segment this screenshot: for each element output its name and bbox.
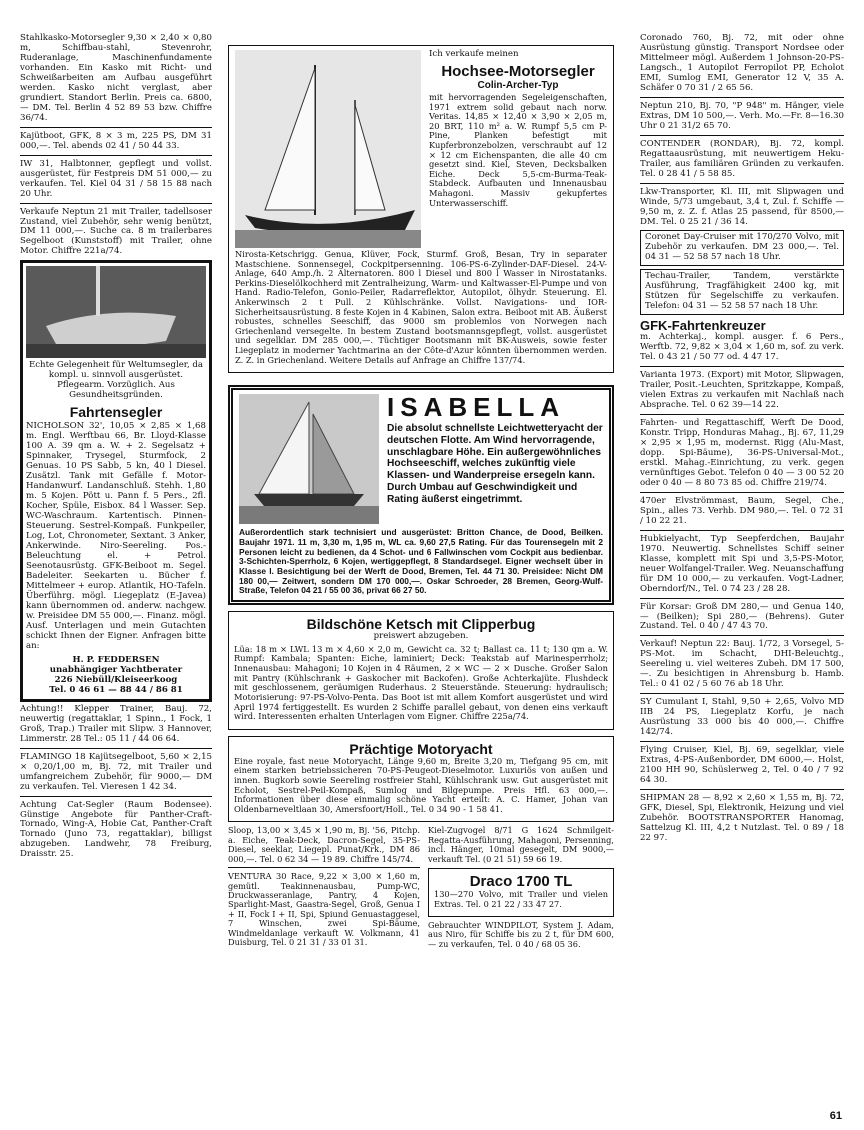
ad-coronado: Coronado 760, Bj. 72, mit oder ohne Ausrüstung günstig. Transport Nordsee oder Mittelmeer mögl. Außerdem 1 Johnson-20-PS-Langsch., 1 Autopilot Ferropilot PP, Echolot EMI, Sumlog EMI, Generator 12 V, 35 A. Schäfer 0 70 31 / 2 65 56. [640,33,844,93]
feddersen-body: NICHOLSON 32', 10,05 × 2,85 × 1,68 m. Engl. Werftbau 66, Br. Lloyd-Klasse 100 A. 39 qm a. W. + 2. Segelsatz + Spinnaker, Trysegel, Sturmfock, 2 Genuas. 10 PS Sabb, 5 kn, 40 l Diesel. Zusätzl. Tank mit Gefälle f. Motor-Handanwurf. Landanschluß. Stehh. 1,80 m. 5 Kojen. Pött u. Pann f. 5 Pers., 2fl. Kocher, Spüle, Eisbox. 84 l Wasser. Sep. WC-Waschraum. Kartentisch. Pinnen-Steuerung. Sestrel-Kompaß. Funkpeiler, Log, Lot, Chronometer, Sextant. 3 Anker, Ankerwinde. Niro-Seereling. Pos.-Beleuchtung el. + Petrol. Seenotausrüstg. GFK-Beiboot m. Segel. Badeleiter. Seekarten u. Bücher f. Mittelmeer + europ. Atlantik, HO-Tafeln. Überführg. mögl. Liegeplatz (E-Javea) kann übernommen od. anderw. nachgew. w. Preisidee DM 55 000,—. Finanz. mögl. Ausf. Unterlagen und mein Gutachten schickt Ihnen der Eigner. Anfragen bitte an: [26,421,206,651]
boat-hull-photo [26,266,206,358]
divider [640,741,844,742]
hochsee-details: Nirosta-Ketschrigg. Genua, Klüver, Fock, Sturmf. Groß, Besan, Try in separater Mastschiene. Sonnensegel, Cockpitpersenning. 106-PS-6-Zylinder-DAF-Diesel. 24-V-Anlage, 640 Amp./h. 2 Alternatoren. 800 l Diesel und 800 l Wasser in Nirostatanks. Perkins-Dieselölkochherd mit Zentralheizung, Warm- und Kaltwasser-El-Pumpe und von Hand. Radio-Telefon, Gonio-Peiler, Radarreflektor, Autopilot, ölhydr. Steuerung. El. Ankerwinsch 2 t Pull. 2 Kühlschränke. Vollst. Navigations- und IOR-Sicherheitsausrüstung. 8 feste Kojen in 4 Kabinen, Salon extra. Beiboot mit AB. Äußerst robustes, schnelles Seeschiff, das 9000 sm problemlos von Norwegen nach Griechenland versegelte. In bestem Zustand bootsmannsgepflegt, vollst. ausgerüstet und segelklar. DM 285 000,—. Tüchtiger Bootsmann mit BK-Ausweis, sowie fester Liegeplatz in moderner Yachtmarina an der Côte-d'Azur könnten übernommen werden. Z. Z. in Griechenland. Weitere Details auf Anfrage an Chiffre 137/74. [235,249,607,365]
draco-body: 130—270 Volvo, mit Trailer und vielen Extras. Tel. 0 21 22 / 33 47 27. [434,889,608,909]
ad-hubkielyacht: Hubkielyacht, Typ Seepferdchen, Baujahr 1970. Neuwertig. Schnellstes Schiff seiner Klasse, komplett mit Spi und 3,5-PS-Motor, neuer Wolfangel-Trailer. Weg. Neuanschaffung für DM 10 000,— zu verkaufen. Vogt-Ladner, Oberndorf/N., Tel. 0 74 23 / 28 28. [640,533,844,594]
ad-ventura: VENTURA 30 Race, 9,22 × 3,00 × 1,60 m, gemütl. Teakinnenausbau, Pump-WC, Druckwasseranlage, Pantry, 4 Kojen, Sparlight-Mast, Gaastra-Segel, Groß, Genua I + II, Fock I + II, Spi, Spiund Genuastaggesel, 7 Winschen, zwei Spi-Bäume, Windmeldanlage verkauft W. Volkmann, 41 Duisburg, Tel. 0 21 31 / 33 01 31. [228,871,420,948]
hochsee-title: Hochsee-Motorsegler [441,62,595,80]
divider [640,693,844,694]
ad-iw31: IW 31, Halbtonner, gepflegt und vollst. ausgerüstet, für Festpreis DM 51 000,— zu verkaufen. Tel. Kiel 04 31 / 58 15 88 nach 20 Uhr. [20,158,212,199]
divider [20,127,212,128]
divider [20,796,212,797]
divider [640,492,844,493]
ad-isabella [228,385,614,605]
divider [20,203,212,204]
motoryacht-title: Prächtige Motoryacht [349,740,493,757]
isabella-headline: Die absolut schnellste Leichtwetteryacht der deutschen Flotte. Am Wind hervorragende, unschlagbare Höhe. Ein außergewöhnliches Hochseeschiff, welches zukünftig viele Klassen- und Wanderpreise ersegeln kann. Durch Umbau auf Geschwindigkeit und Rating äußerst eingetrimmt. [387,423,603,505]
hochsee-specs: mit hervorragenden Segeleigenschaften, 1971 extrem solid gebaut nach norw. Veritas. 14,85 × 12,40 × 3,90 × 2,05 m, 20 BRT, 110 m² a. W. Rumpf 5,5 cm P-Pine, Planken befestigt mit Kupferbronzebolzen, verschraubt auf 12 × 12 cm Eichenspanten, die alle 40 cm gesetzt sind. Kiel, Steven, Decksbalken Eiche. Deck 5,5-cm-Burma-Teak-Stabdeck. Aufbauten und Innenausbau Mahagoni. Massiv gekupfertes Unterwasserschiff. [429,91,607,208]
ad-ketsch [228,611,614,730]
techau-text: Techau-Trailer, Tandem, verstärkte Ausführung, Tragfähigkeit 2400 kg, mit Stützen für Segelschiffe zu verkaufen. Telefon: 04 31 — 52 58 57 nach 18 Uhr. [645,271,839,312]
column-middle [228,42,614,952]
ad-flying-cruiser: Flying Cruiser, Kiel, Bj. 69, segelklar, viele Extras, 4-PS-Außenborder, DM 6000,—. Holst, 2100 HH 90, Schüslerweg 2, Tel. 0 40 / 7 92 64 30. [640,745,844,786]
ad-hochsee-motorsegler [228,45,614,373]
ad-windpilot: Gebrauchter WINDPILOT, System J. Adam, aus Niro, für Schiffe bis zu 2 t, für DM 600,— zu verkaufen, Tel. 0 40 / 68 05 36. [428,919,614,949]
feddersen-intro: Echte Gelegenheit für Weltumsegler, da kompl. u. sinnvoll ausgerüstet. Pflegearm. Vorzüglich. Aus Gesundheitsgründen. [28,360,204,401]
divider [640,530,844,531]
ad-draco [428,868,614,917]
ad-shipman: SHIPMAN 28 — 8,92 × 2,60 × 1,55 m, Bj. 72, GFK, Diesel, Spi, Elektronik, Heizung und viel Zubehör. BOOTSTRANSPORTER Hanomag, Sattelzug Kl. III, 4,2 t Nutzlast. Tel. 0 89 / 18 22 97. [640,793,844,843]
ad-lkw-transporter: Lkw-Transporter, Kl. III, mit Slipwagen und Winde, 5/73 umgebaut, 3,4 t, Zul. f. Schiffe — 9,50 m, z. Z. f. Atlas 25 passend, für 8500,— DM. Tel. 0 25 21 / 36 14. [640,186,844,227]
feddersen-address: 226 Niebüll/Kleiseerkoog [54,675,178,686]
divider [640,135,844,136]
ad-achtung-klepper: Achtung!! Klepper Trainer, Bauj. 72, neuwertig (regattaklar, 1 Spinn., 1 Fock, 1 Groß, Trap.) Trailer mit Slipw. 3 Hannover, Limmerstr. 28 Tel.: 05 11 / 44 06 64. [20,703,212,744]
ad-stahlkasko: Stahlkasko-Motorsegler 9,30 × 2,40 × 0,80 m, Schiffbau-stahl, Stevenrohr, Ruderanlage, Maschinenfundamente vorhanden. Ein Kasko mit Richt- und Schweißarbeiten am Aufbau ausgeführt werden. Kasko nicht verglast, aber grundiert. Standort Berlin. Preis ca. 6800,— DM. Tel. Berlin 4 52 89 53 bzw. Chiffre 36/74. [20,33,212,123]
ad-verkauf-neptun22: Verkauf! Neptun 22: Bauj. 1/72, 3 Vorsegel, 5-PS-Mot. im Schacht, DHI-Beleuchtg., Seereling u. viel weiteres Zubeh. DM 17 500,—. Zu besichtigen in Ahrensburg b. Hamb. Tel.: 0 41 02 / 5 60 76 ab 18 Uhr. [640,639,844,690]
divider [640,635,844,636]
ad-sloop: Sloop, 13,00 × 3,45 × 1,90 m, Bj. '56, Pitchp. a. Eiche, Teak-Deck, Dacron-Segel, 35-PS-Diesel, seeklar, Liegepl. Punat/Krk., DM 86 000,—. Tel. 0 62 34 — 19 89. Chiffre 145/74. [228,825,420,864]
divider [640,366,844,367]
isabella-title: ISABELLA [387,392,565,423]
divider [20,748,212,749]
feddersen-phone: Tel. 0 46 61 — 88 44 / 86 81 [49,685,183,696]
coronet-text: Coronet Day-Cruiser mit 170/270 Volvo, mit Zubehör zu verkaufen. DM 23 000,—. Tel. 04 31 — 52 58 57 nach 18 Uhr. [645,232,839,263]
hochsee-intro: Ich verkaufe meinen [429,49,519,59]
ad-coronet [640,230,844,266]
gfk-body: m. Achterkaj., kompl. ausger. f. 6 Pers., Werftb. 72, 9,82 × 3,04 × 1,60 m, sof. zu verk. Tel. 0 43 21 / 50 77 od. 4 47 17. [640,332,844,363]
ad-contender: CONTENDER (RONDAR), Bj. 72, kompl. Regattaausrüstung, mit neuwertigem Heku-Trailer, aus familiären Gründen zu verkaufen. Tel. 0 28 41 / 5 58 85. [640,138,844,179]
column-left [20,34,212,863]
divider [640,97,844,98]
ad-neptun21: Verkaufe Neptun 21 mit Trailer, tadellsoser Zustand, viel Zubehör, sehr wenig benützt, DM 11 000,—. Suche ca. 8 m trailerbares Segelboot (Kunststoff) mit Trailer, ohne Motor. Chiffre 221a/74. [20,206,212,257]
draco-title: Draco 1700 TL [469,873,573,891]
hochsee-subtitle: Colin-Archer-Typ [477,79,559,91]
column-right [640,34,844,847]
ad-varianta: Varianta 1973. (Export) mit Motor, Slipwagen, Trailer, Posit.-Leuchten, Spritzkappe, Kompaß, vielen Extras zu verkaufen mit Nachlaß nach Absprache. Tel. 0 62 39—14 22. [640,370,844,411]
divider [640,598,844,599]
feddersen-contact [26,655,206,696]
gfk-title: GFK-Fahrtenkreuzer [640,318,766,334]
divider [640,414,844,415]
divider [640,789,844,790]
ad-techau [640,269,844,315]
feddersen-role: unabhängiger Yachtberater [49,664,183,675]
ketsch-title: Bildschöne Ketsch mit Clipperbug [306,615,536,632]
ad-fahrten-regatta: Fahrten- und Regattaschiff, Werft De Dood, Konstr. Tripp, Honduras Mahag., Bj. 67, 11,29 × 2,95 × 1,95 m, modernst. Rigg (Alu-Mast, dopp. Spi-Bäume), 36-PS-Universal-Mot., erstkl. Mahag.-Einrichtung, zu verk. gegen vernünftiges Gebot. Telefon 0 40 — 3 00 52 20 oder 0 40 — 8 80 73 85 od. Chiffre 219/74. [640,418,844,488]
ad-flamingo: FLAMINGO 18 Kajütsegelboot, 5,60 × 2,15 × 0,20/1,00 m, Bj. 72, mit Trailer und umfangreichem Zubehör, für 9000,— DM zu verkaufen. Tel. Vieresen 1 42 34. [20,751,212,792]
sailing-ketch-photo [235,50,421,248]
isabella-body: Außerordentlich stark technisiert und ausgerüstet: Britton Chance, de Dood, Beilken. Baujahr 1971. 11 m, 3,30 m, 1,95 m, WL ca. 9,60 27,5 Rating. Für das Tourensegeln mit 2 Personen leicht zu bedienen, da 4 Schot- und 6 Fallwinschen vom Cockpit aus bedienbar. 3-Schichten-Sperrholz, 6 Kojen, wertiggepflegt, 8 Standardsegel. Eigner wechselt über in Klasse I. Besichtigung bei der Werft de Dood, Bremen, Tel. 44 71 30. Preisidee: Nicht DM 180 00,— Zeitwert, sondern DM 170 000,—. Oskar Schroeder, 28 Bremen, Georg-Wulf-Straße, Telefon 04 21 / 55 00 36, privat 66 27 50. [239,527,603,596]
ad-neptun210: Neptun 210, Bj. 70, "P 948" m. Hänger, viele Extras, DM 10 500,—. Verh. Mo.—Fr. 8—16.30 Uhr 0 21 31/2 65 70. [640,100,844,131]
ad-cat-segler: Achtung Cat-Segler (Raum Bodensee). Günstige Angebote für Panther-Craft-Tornado, Wing-A, Hobie Cat, Panther-Craft Tornado (Juno 73, regattaklar), billigst abzugeben. Landwehr, 78 Freiburg, Draisstr. 25. [20,799,212,860]
ketsch-subtitle: preiswert abzugeben. [373,630,469,641]
isabella-sailboat-photo [239,394,379,524]
page-number: 61 [829,1110,842,1122]
ad-elvstroem: 470er Elvströmmast, Baum, Segel, Che., Spin., alles 73. Verhb. DM 980,—. Tel. 0 72 31 / 10 22 21. [640,495,844,526]
feddersen-name: H. P. FEDDERSEN [72,654,160,665]
ad-korsar: Für Korsar: Groß DM 280,— und Genua 140,— (Beilken); Spi 280,— (Behrens). Guter Zustand. Tel. 0 40 / 47 43 70. [640,601,844,632]
divider [640,183,844,184]
ad-kiel-zugvogel: Kiel-Zugvogel 8/71 G 1624 Schmilgeit-Regatta-Ausführung, Mahagoni, Persenning, incl. Hänger, 10mal gesegelt, DM 9000,— verkauft Tel. (0 21 51) 59 66 19. [428,825,614,864]
ad-sy-cumulant: SY Cumulant I, Stahl, 9,50 + 2,65, Volvo MD IIB 24 PS, Liegeplatz Korfu, je nach Ausrüstung 33 000 bis 40 000,—. Chiffre 142/74. [640,697,844,738]
divider [20,155,212,156]
ad-motoryacht [228,736,614,823]
ketsch-body: Lüa: 18 m × LWL 13 m × 4,60 × 2,0 m, Gewicht ca. 32 t; Ballast ca. 11 t; 130 qm a. W. Rumpf: Kambala; Spanten: Eiche, laminiert; Deck: Teakstab auf Marinesperrholz; Innenausbau: Mahagoni; 10 Kojen in 4 Räumen, 2 × WC — 2 × Dusche. Großer Salon mit Pantry (Kühlschrank + Gaskocher mit Backofen). Große Achterkajüte. Flushdeck mit geschlossenem, geräumigen Ruderhaus. 2 Steuerstände. Steuerung: hydraulisch; Motorisierung: 97-PS-Volvo-Penta. Das Boot ist mit allem Komfort ausgerüstet und wird April 1974 fertiggestellt. Es wurden 2 Schiffe parallel gebaut, von denen eins verkauft wird. Interessenten erhalten Unterlagen vom Eigner. Chiffre 225a/74. [234,643,608,722]
divider [228,867,420,868]
feddersen-title: Fahrtensegler [69,404,163,421]
ad-kajuetboot: Kajütboot, GFK, 8 × 3 m, 225 PS, DM 31 000,—. Tel. abends 02 41 / 50 44 33. [20,130,212,151]
ad-feddersen [20,260,212,701]
motoryacht-body: Eine royale, fast neue Motoryacht, Länge 9,60 m, Breite 3,20 m, Tiefgang 95 cm, mit einem starken betriebssicheren 70-PS-Peugeot-Dieselmotor. Luxuriös von außen und innen. Bugkorb sowie Seereling rostfreier Stahl, Kühlschrank usw. Gut ausgerüstet mit Echolot, Sestrel-Peil-Kompaß, Sumlog und Bilgepumpe. Preis Hfl. 63 000,—. Informationen über diese einmalig schöne Yacht erteilt: A. C. Hamer, Johan van Oldenbarneveltlaan 30, Amersfoort/Holl., Tel. 0 34 90 - 1 58 41. [234,755,608,814]
